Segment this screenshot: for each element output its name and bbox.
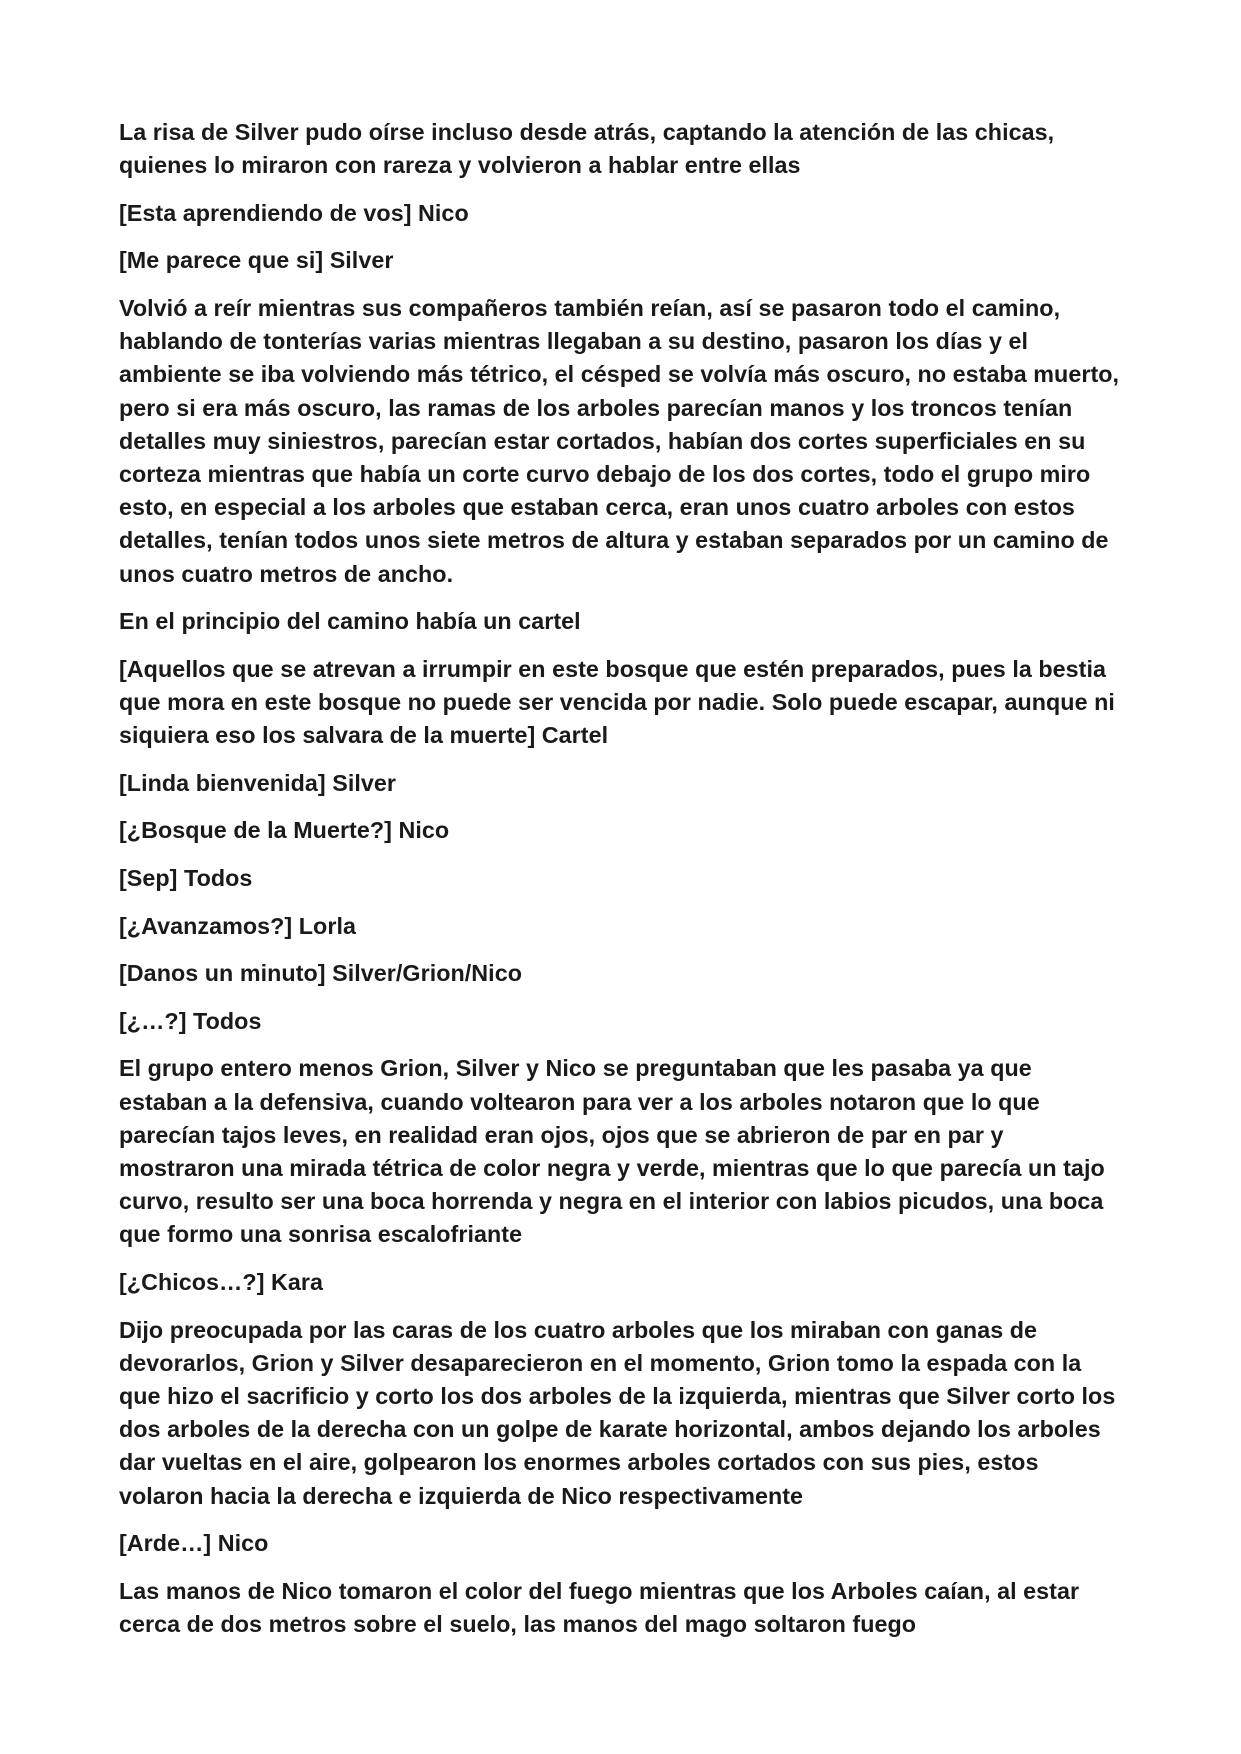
dialogue-silver-parece: [Me parece que si] Silver bbox=[119, 247, 394, 274]
dialogue-nico-bosque: [¿Bosque de la Muerte?] Nico bbox=[119, 817, 450, 844]
dialogue-trio-minuto: [Danos un minuto] Silver/Grion/Nico bbox=[119, 960, 522, 987]
paragraph-trees-awaken: El grupo entero menos Grion, Silver y Nico se preguntaban que les pasaba ya que estaban a la defensiva, cuando voltearon para ver a los arboles notaron que lo que parecían tajos leves, en realidad eran ojos, ojos que se abrieron de par en par y mostraron una mirada tétrica de color negra y verde, mientras que lo que parecía un tajo curvo, resulto ser una boca horrenda y negra en el interior con labios picudos, una boca que formo una sonrisa escalofriante bbox=[119, 1055, 1105, 1248]
dialogue-cartel-warning: [Aquellos que se atrevan a irrumpir en este bosque que estén preparados, pues la bestia que mora en este bosque no puede ser vencida por nadie. Solo puede escapar, aunque ni siquiera eso los salvara de la muerte] Cartel bbox=[119, 655, 1115, 749]
dialogue-nico-aprendiendo: [Esta aprendiendo de vos] Nico bbox=[119, 199, 469, 226]
dialogue-todos-confused: [¿…?] Todos bbox=[119, 1007, 262, 1034]
dialogue-kara-chicos: [¿Chicos…?] Kara bbox=[119, 1268, 324, 1295]
paragraph-silver-laugh: La risa de Silver pudo oírse incluso desde atrás, captando la atención de las chicas, quienes lo miraron con rareza y volvieron a hablar entre ellas bbox=[119, 119, 1055, 179]
dialogue-nico-arde: [Arde…] Nico bbox=[119, 1530, 269, 1557]
paragraph-trees-cut: Dijo preocupada por las caras de los cuatro arboles que los miraban con ganas de devorarlos, Grion y Silver desaparecieron en el momento, Grion tomo la espada con la que hizo el sacrificio y corto los dos arboles de la izquierda, mientras que Silver corto los dos arboles de la derecha con un golpe de karate horizontal, ambos dejando los arboles dar vueltas en el aire, golpearon los enormes arboles cortados con sus pies, estos volaron hacia la derecha e izquierda de Nico respectivamente bbox=[119, 1316, 1116, 1509]
paragraph-forest-description: Volvió a reír mientras sus compañeros también reían, así se pasaron todo el camino, hablando de tonterías varias mientras llegaban a su destino, pasaron los días y el ambiente se iba volviendo más tétrico, el césped se volvía más oscuro, no estaba muerto, pero si era más oscuro, las ramas de los arboles parecían manos y los troncos tenían detalles muy siniestros, parecían estar cortados, habían dos cortes superficiales en su corteza mientras que había un corte curvo debajo de los dos cortes, todo el grupo miro esto, en especial a los arboles que estaban cerca, eran unos cuatro arboles con estos detalles, tenían todos unos siete metros de altura y estaban separados por un camino de unos cuatro metros de ancho. bbox=[119, 294, 1120, 587]
paragraph-cartel-intro: En el principio del camino había un cartel bbox=[119, 608, 581, 635]
dialogue-todos-sep: [Sep] Todos bbox=[119, 864, 253, 891]
dialogue-lorla-avanzamos: [¿Avanzamos?] Lorla bbox=[119, 912, 356, 939]
dialogue-silver-bienvenida: [Linda bienvenida] Silver bbox=[119, 769, 396, 796]
paragraph-nico-fire: Las manos de Nico tomaron el color del fuego mientras que los Arboles caían, al estar cerca de dos metros sobre el suelo, las manos del mago soltaron fuego bbox=[119, 1577, 1080, 1637]
